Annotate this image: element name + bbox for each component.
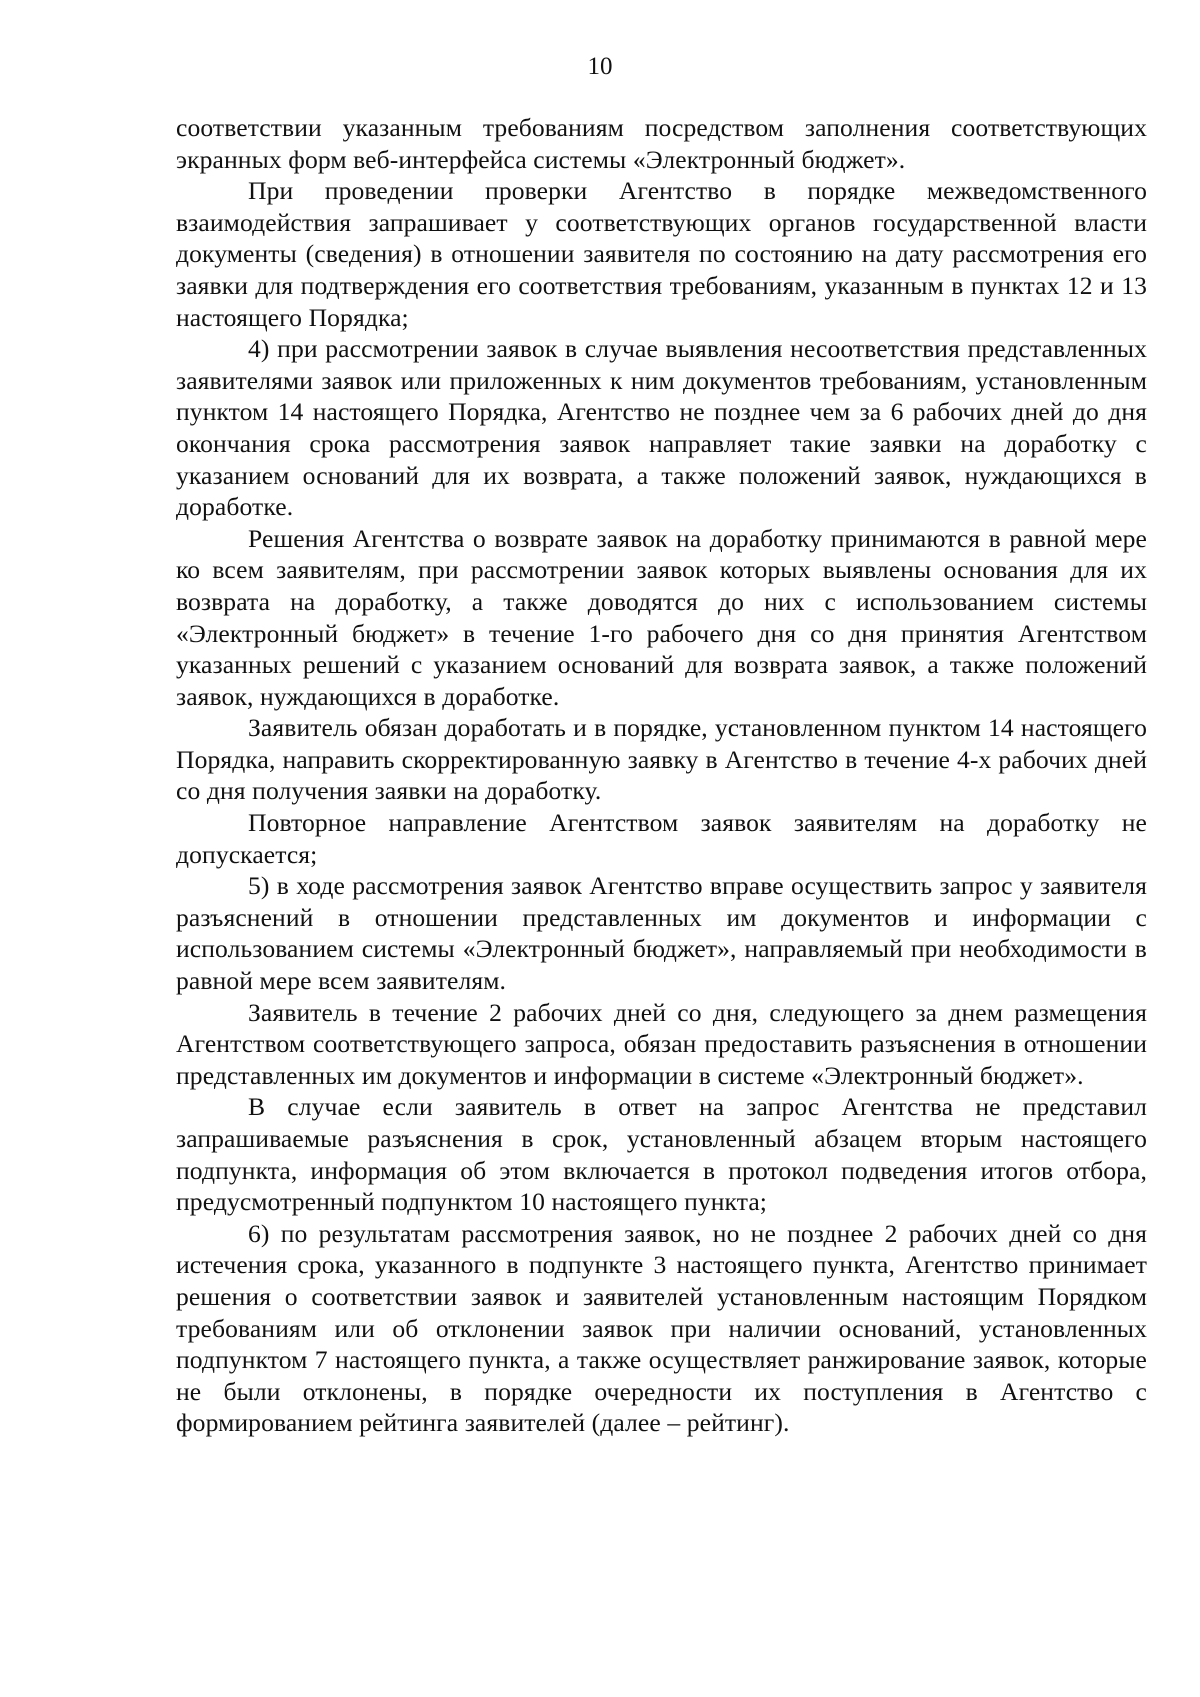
- paragraph: Решения Агентства о возврате заявок на доработку принимаются в равной мере ко всем заявителям, при рассмотрении заявок которых выявлены основания для их возврата на доработку, а также доводятся до них с использованием системы «Электронный бюджет» в течение 1-го рабочего дня со дня принятия Агентством указанных решений с указанием оснований для возврата заявок, а также положений заявок, нуждающихся в доработке.: [176, 523, 1147, 711]
- document-body: [176, 112, 1147, 1439]
- page-number: 10: [587, 53, 613, 80]
- paragraph: соответствии указанным требованиям посредством заполнения соответствующих экранных форм веб-интерфейса системы «Электронный бюджет».: [176, 113, 1147, 174]
- paragraph: В случае если заявитель в ответ на запрос Агентства не представил запрашиваемые разъяснения в срок, установленный абзацем вторым настоящего подпункта, информация об этом включается в протокол подведения итогов отбора, предусмотренный подпунктом 10 настоящего пункта;: [176, 1092, 1147, 1217]
- paragraph: Повторное направление Агентством заявок заявителям на доработку не допускается;: [176, 808, 1147, 869]
- paragraph: Заявитель обязан доработать и в порядке, установленном пунктом 14 настоящего Порядка, направить скорректированную заявку в Агентство в течение 4-х рабочих дней со дня получения заявки на доработку.: [176, 713, 1147, 806]
- paragraph: 4) при рассмотрении заявок в случае выявления несоответствия представленных заявителями заявок или приложенных к ним документов требованиям, установленным пунктом 14 настоящего Порядка, Агентство не позднее чем за 6 рабочих дней до дня окончания срока рассмотрения заявок направляет такие заявки на доработку с указанием оснований для их возврата, а также положений заявок, нуждающихся в доработке.: [176, 334, 1147, 522]
- paragraph: При проведении проверки Агентство в порядке межведомственного взаимодействия запрашивает у соответствующих органов государственной власти документы (сведения) в отношении заявителя по состоянию на дату рассмотрения его заявки для подтверждения его соответствия требованиям, указанным в пунктах 12 и 13 настоящего Порядка;: [176, 176, 1147, 332]
- paragraph: 6) по результатам рассмотрения заявок, но не позднее 2 рабочих дней со дня истечения срока, указанного в подпункте 3 настоящего пункта, Агентство принимает решения о соответствии заявок и заявителей установленным настоящим Порядком требованиям или об отклонении заявок при наличии оснований, установленных подпунктом 7 настоящего пункта, а также осуществляет ранжирование заявок, которые не были отклонены, в порядке очередности их поступления в Агентство с формированием рейтинга заявителей (далее – рейтинг).: [176, 1218, 1147, 1438]
- paragraph: Заявитель в течение 2 рабочих дней со дня, следующего за днем размещения Агентством соответствующего запроса, обязан предоставить разъяснения в отношении представленных им документов и информации в системе «Электронный бюджет».: [176, 997, 1147, 1090]
- paragraph: 5) в ходе рассмотрения заявок Агентство вправе осуществить запрос у заявителя разъяснений в отношении представленных им документов и информации с использованием системы «Электронный бюджет», направляемый при необходимости в равной мере всем заявителям.: [176, 871, 1147, 996]
